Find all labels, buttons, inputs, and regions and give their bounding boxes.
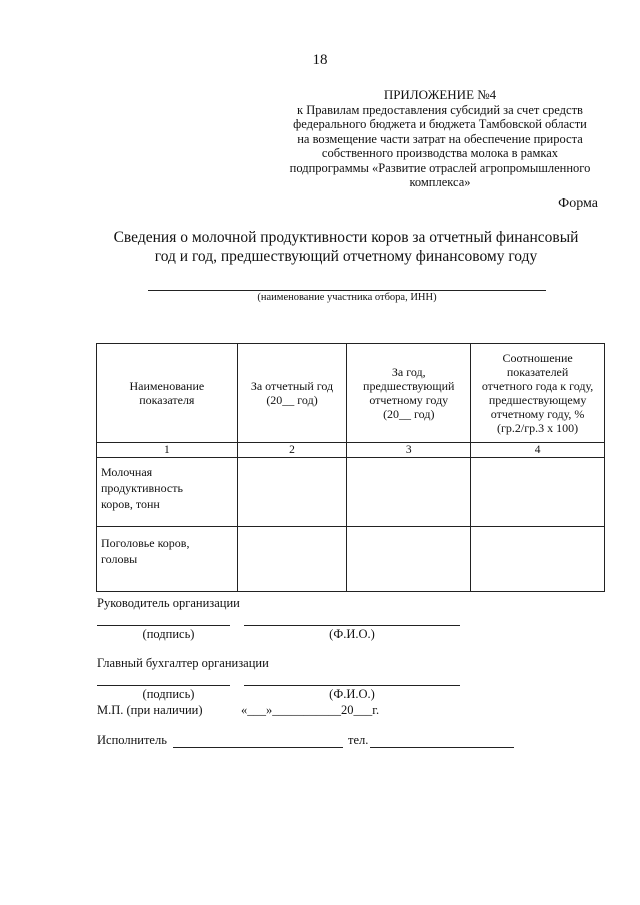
participant-caption: (наименование участника отбора, ИНН) [257,292,437,303]
value-cell[interactable] [237,458,347,527]
value-cell[interactable] [347,458,471,527]
signature-caption: (подпись) [142,687,195,701]
head-name-line[interactable] [244,625,460,626]
title-line: Сведения о молочной продуктивности коров за отчетный финансовый [113,229,579,246]
phone-label: тел. [348,733,369,747]
participant-name-line[interactable] [148,290,546,291]
column-number: 2 [237,443,347,458]
header-cell-ratio: Соотношение показателей отчетного года к году, предшествующему отчетному году, % (гр.2/гр.3 х 100) [471,344,605,443]
accountant-name-line[interactable] [244,685,460,686]
column-number: 3 [347,443,471,458]
appendix-line: комплекса» [409,175,471,189]
header-cell-current-year: За отчетный год (20__ год) [237,344,347,443]
head-signature-line[interactable] [97,625,230,626]
phone-line[interactable] [370,747,514,748]
executor-line[interactable] [173,747,343,748]
stamp-label: М.П. (при наличии) [97,703,203,717]
signature-caption: (подпись) [142,627,195,641]
executor-label: Исполнитель [97,733,167,747]
accountant-signature-line[interactable] [97,685,230,686]
title-line: год и год, предшествующий отчетному финансовому году [154,248,538,265]
column-number: 1 [97,443,238,458]
header-cell-indicator: Наименование показателя [97,344,238,443]
appendix-line: к Правилам предоставления субсидий за счет средств [297,102,583,117]
column-number: 4 [471,443,605,458]
page-number: 18 [312,52,328,68]
value-cell[interactable] [347,527,471,592]
value-cell[interactable] [237,527,347,592]
appendix-line: собственного производства молока в рамках [321,146,559,160]
appendix-title: ПРИЛОЖЕНИЕ №4 [383,87,497,102]
form-label: Форма [558,196,598,211]
accountant-label: Главный бухгалтер организации [97,656,269,670]
table-row-cow-count [97,527,605,592]
row-label: Молочная продуктивность коров, тонн [97,458,238,527]
appendix-line: подпрограммы «Развитие отраслей агропромышленного [289,160,591,175]
appendix-line: федерального бюджета и бюджета Тамбовской области [293,117,587,131]
table-header-row [97,344,605,443]
header-cell-previous-year: За год, предшествующий отчетному году (20__ год) [347,344,471,443]
column-number-row [97,443,605,458]
value-cell[interactable] [471,458,605,527]
appendix-line: на возмещение части затрат на обеспечение прироста [297,131,583,146]
productivity-table [96,343,605,592]
table-row-milk-productivity [97,458,605,527]
name-caption: (Ф.И.О.) [329,687,375,701]
value-cell[interactable] [471,527,605,592]
name-caption: (Ф.И.О.) [329,627,375,641]
head-label: Руководитель организации [97,596,240,610]
date-field[interactable]: «___»___________20___г. [241,703,380,717]
document-title [96,228,596,266]
row-label: Поголовье коров, головы [97,527,238,592]
appendix-block [270,88,610,190]
